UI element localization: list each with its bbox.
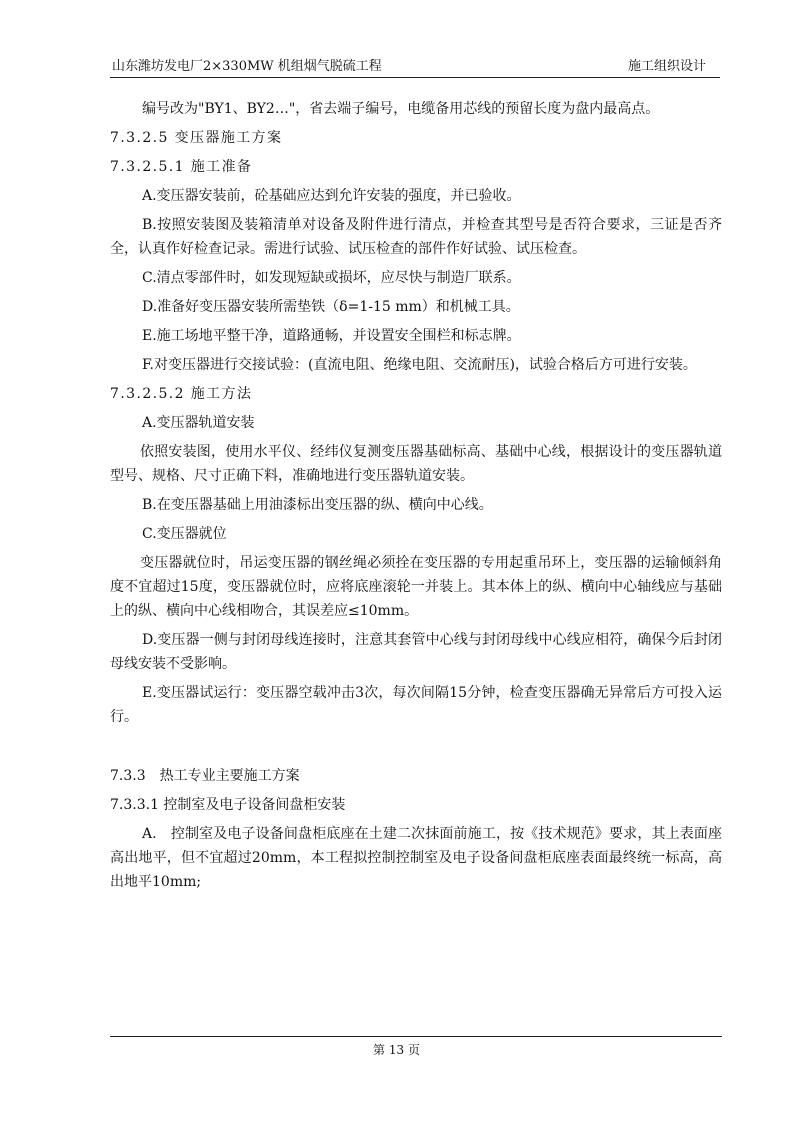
- method-item-a-text: 依照安装图，使用水平仪、经纬仪复测变压器基础标高、基础中心线，根据设计的变压器轨道型号、规格、尺寸正确下料，准确地进行变压器轨道安装。: [110, 444, 722, 484]
- section-heading-7-3-2-5-1: 7.3.2.5.1 施工准备: [110, 159, 253, 175]
- control-room-item-a: A. 控制室及电子设备间盘柜底座在土建二次抹面前施工，按《技术规范》要求，其上表面座高出地平，但不宜超过20mm，本工程拟控制控制室及电子设备间盘柜底座表面最终统一标高，高出地平10mm;: [110, 826, 722, 890]
- prep-item-b: B.按照安装图及装箱清单对设备及附件进行清点，并检查其型号是否符合要求，三证是否齐全，认真作好检查记录。需进行试验、试压检查的部件作好试验、试压检查。: [110, 217, 722, 257]
- section-spacer: [110, 734, 722, 764]
- method-item-b: B.在变压器基础上用油漆标出变压器的纵、横向中心线。: [142, 497, 493, 513]
- method-item-a-title: A.变压器轨道安装: [142, 415, 255, 431]
- section-heading-7-3-3-1: 7.3.3.1 控制室及电子设备间盘柜安装: [110, 797, 346, 813]
- page-header: [110, 57, 720, 77]
- paragraph-cable-numbering: 编号改为"BY1、BY2…"，省去端子编号，电缆备用芯线的预留长度为盘内最高点。: [142, 101, 660, 117]
- prep-item-d: D.准备好变压器安装所需垫铁（δ=1-15 mm）和机械工具。: [142, 299, 520, 315]
- prep-item-e: E.施工场地平整干净，道路通畅，并设置安全围栏和标志牌。: [142, 328, 521, 344]
- method-item-e: E.变压器试运行：变压器空载冲击3次，每次间隔15分钟，检查变压器确无异常后方可投入运行。: [110, 685, 722, 725]
- page-number: 第 13 页: [373, 1043, 420, 1057]
- method-item-c-title: C.变压器就位: [142, 526, 227, 542]
- header-document-type: 施工组织设计: [627, 59, 706, 74]
- header-project-title: 山东潍坊发电厂2×330MW 机组烟气脱硫工程: [112, 59, 382, 74]
- section-heading-7-3-3: 7.3.3 热工专业主要施工方案: [110, 768, 300, 784]
- prep-item-a: A.变压器安装前，砼基础应达到允许安装的强度，并已验收。: [142, 188, 521, 204]
- prep-item-c: C.清点零部件时，如发现短缺或损坏，应尽快与制造厂联系。: [142, 270, 521, 286]
- method-item-d: D.变压器一侧与封闭母线连接时，注意其套管中心线与封闭母线中心线应相符，确保今后封闭母线安装不受影响。: [110, 632, 722, 672]
- section-heading-7-3-2-5: 7.3.2.5 变压器施工方案: [110, 130, 283, 146]
- page-body: [110, 97, 722, 899]
- prep-item-f: F.对变压器进行交接试验：(直流电阻、绝缘电阻、交流耐压)，试验合格后方可进行安装。: [142, 357, 697, 373]
- section-heading-7-3-2-5-2: 7.3.2.5.2 施工方法: [110, 386, 253, 402]
- header-divider: [110, 77, 720, 78]
- footer-divider: [110, 1036, 722, 1037]
- method-item-c-text: 变压器就位时，吊运变压器的钢丝绳必须拴在变压器的专用起重吊环上，变压器的运输倾斜角度不宜超过15度，变压器就位时，应将底座滚轮一并装上。其本体上的纵、横向中心轴线应与基础上的纵、横向中心线相吻合，其误差应≤10mm。: [110, 555, 722, 619]
